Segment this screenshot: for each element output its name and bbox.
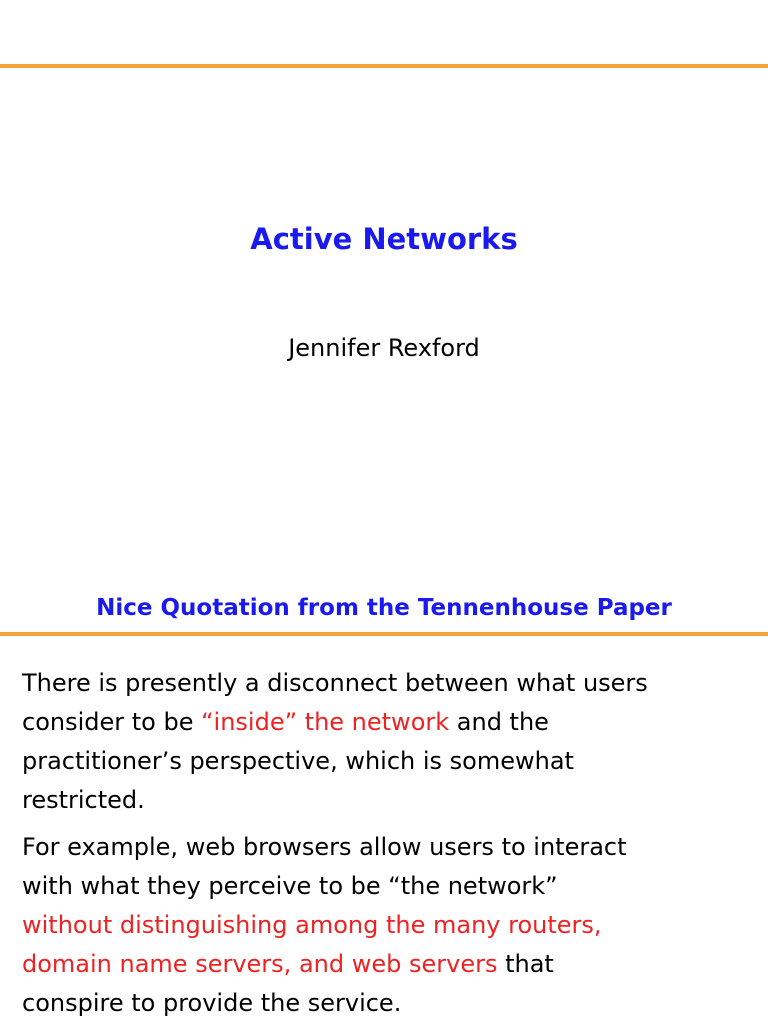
text-line: For example, web browsers allow users to interact: [22, 833, 627, 861]
section-divider: [0, 632, 768, 636]
slide-title: Active Networks: [250, 222, 518, 256]
text-line: conspire to provide the service.: [22, 989, 402, 1017]
quotation-paragraph-2: [22, 828, 752, 1023]
highlighted-phrase: “inside” the network: [201, 708, 450, 736]
text-line: practitioner’s perspective, which is somewhat: [22, 747, 574, 775]
text-line: There is presently a disconnect between what users: [22, 669, 648, 697]
highlighted-phrase: without distinguishing among the many routers,: [22, 911, 602, 939]
text-segment: and the: [449, 708, 549, 736]
text-segment: that: [497, 950, 554, 978]
text-line: restricted.: [22, 786, 145, 814]
text-line: [22, 703, 752, 742]
top-divider: [0, 64, 768, 68]
quotation-slide-title: Nice Quotation from the Tennenhouse Paper: [96, 595, 672, 621]
text-line: [22, 945, 752, 984]
text-line: with what they perceive to be “the network”: [22, 872, 558, 900]
text-segment: consider to be: [22, 708, 202, 736]
author-name: Jennifer Rexford: [288, 334, 480, 362]
highlighted-phrase: domain name servers, and web servers: [22, 950, 498, 978]
quotation-paragraph-1: [22, 664, 752, 820]
